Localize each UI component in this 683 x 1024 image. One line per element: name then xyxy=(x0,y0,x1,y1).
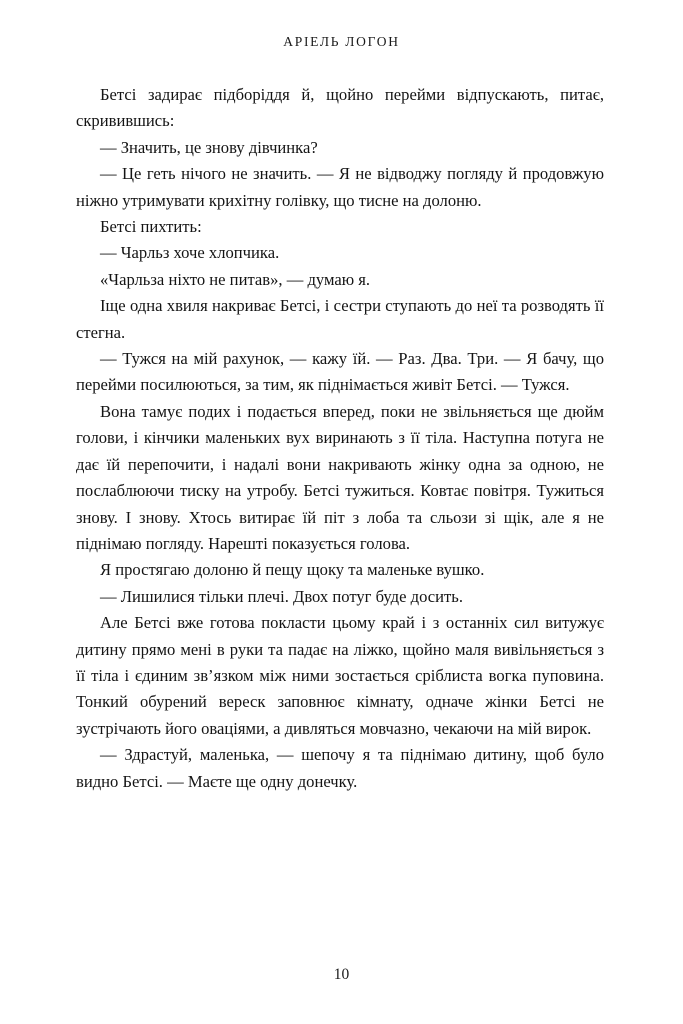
paragraph: — Лишилися тільки плечі. Двох потуг буде досить. xyxy=(100,586,464,606)
paragraph: — Значить, це знову дівчинка? xyxy=(100,137,318,157)
paragraph: Іще одна хвиля накриває Бетсі, і сестри ступають до неї та розводять її стегна. xyxy=(76,296,604,342)
paragraph: Я простягаю долоню й пещу щоку та маленьке вушко. xyxy=(100,560,485,580)
running-head: АРІЕЛЬ ЛОГОН xyxy=(283,34,400,49)
paragraph: Бетсі пихтить: xyxy=(100,217,202,237)
page-body xyxy=(76,82,604,795)
paragraph: — Це геть нічого не значить. — Я не відводжу погляду й продовжую ніжно утримувати крихітну голівку, що тисне на долоню. xyxy=(76,164,604,210)
paragraph: «Чарльза ніхто не питав», — думаю я. xyxy=(100,269,371,289)
paragraph: — Здрастуй, маленька, — шепочу я та піднімаю дитину, щоб було видно Бетсі. — Маєте ще одну донечку. xyxy=(76,745,604,791)
paragraph: — Чарльз хоче хлопчика. xyxy=(100,243,280,263)
paragraph: Але Бетсі вже готова покласти цьому край і з останніх сил витужує дитину прямо мені в руки та падає на ліжко, щойно маля вивільняється з її тіла і єдиним зв’язком між ними зостається сріблиста вогка пуповина. Тонкий обурений вереск заповнює кімнату, одначе жінки Бетсі не зустрічають його оваціями, а дивляться мовчазно, чекаючи на мій вирок. xyxy=(76,613,604,738)
page-number: 10 xyxy=(333,966,350,983)
paragraph: — Тужся на мій рахунок, — кажу їй. — Раз. Два. Три. — Я бачу, що перейми посилюються, за тим, як піднімається живіт Бетсі. — Тужся. xyxy=(76,349,604,395)
paragraph: Вона тамує подих і подається вперед, поки не звільняється ще дюйм голови, і кінчики маленьких вух виринають з її тіла. Наступна потуга не дає їй перепочити, і надалі вони накривають жінку одна за одною, не послаблюючи тиску на утробу. Бетсі тужиться. Ковтає повітря. Тужиться знову. І знову. Хтось витирає їй піт з лоба та сльози зі щік, але я не піднімаю погляду. Нарешті показується голова. xyxy=(76,401,604,553)
paragraph: Бетсі задирає підборіддя й, щойно перейми відпускають, питає, скривившись: xyxy=(76,85,604,131)
